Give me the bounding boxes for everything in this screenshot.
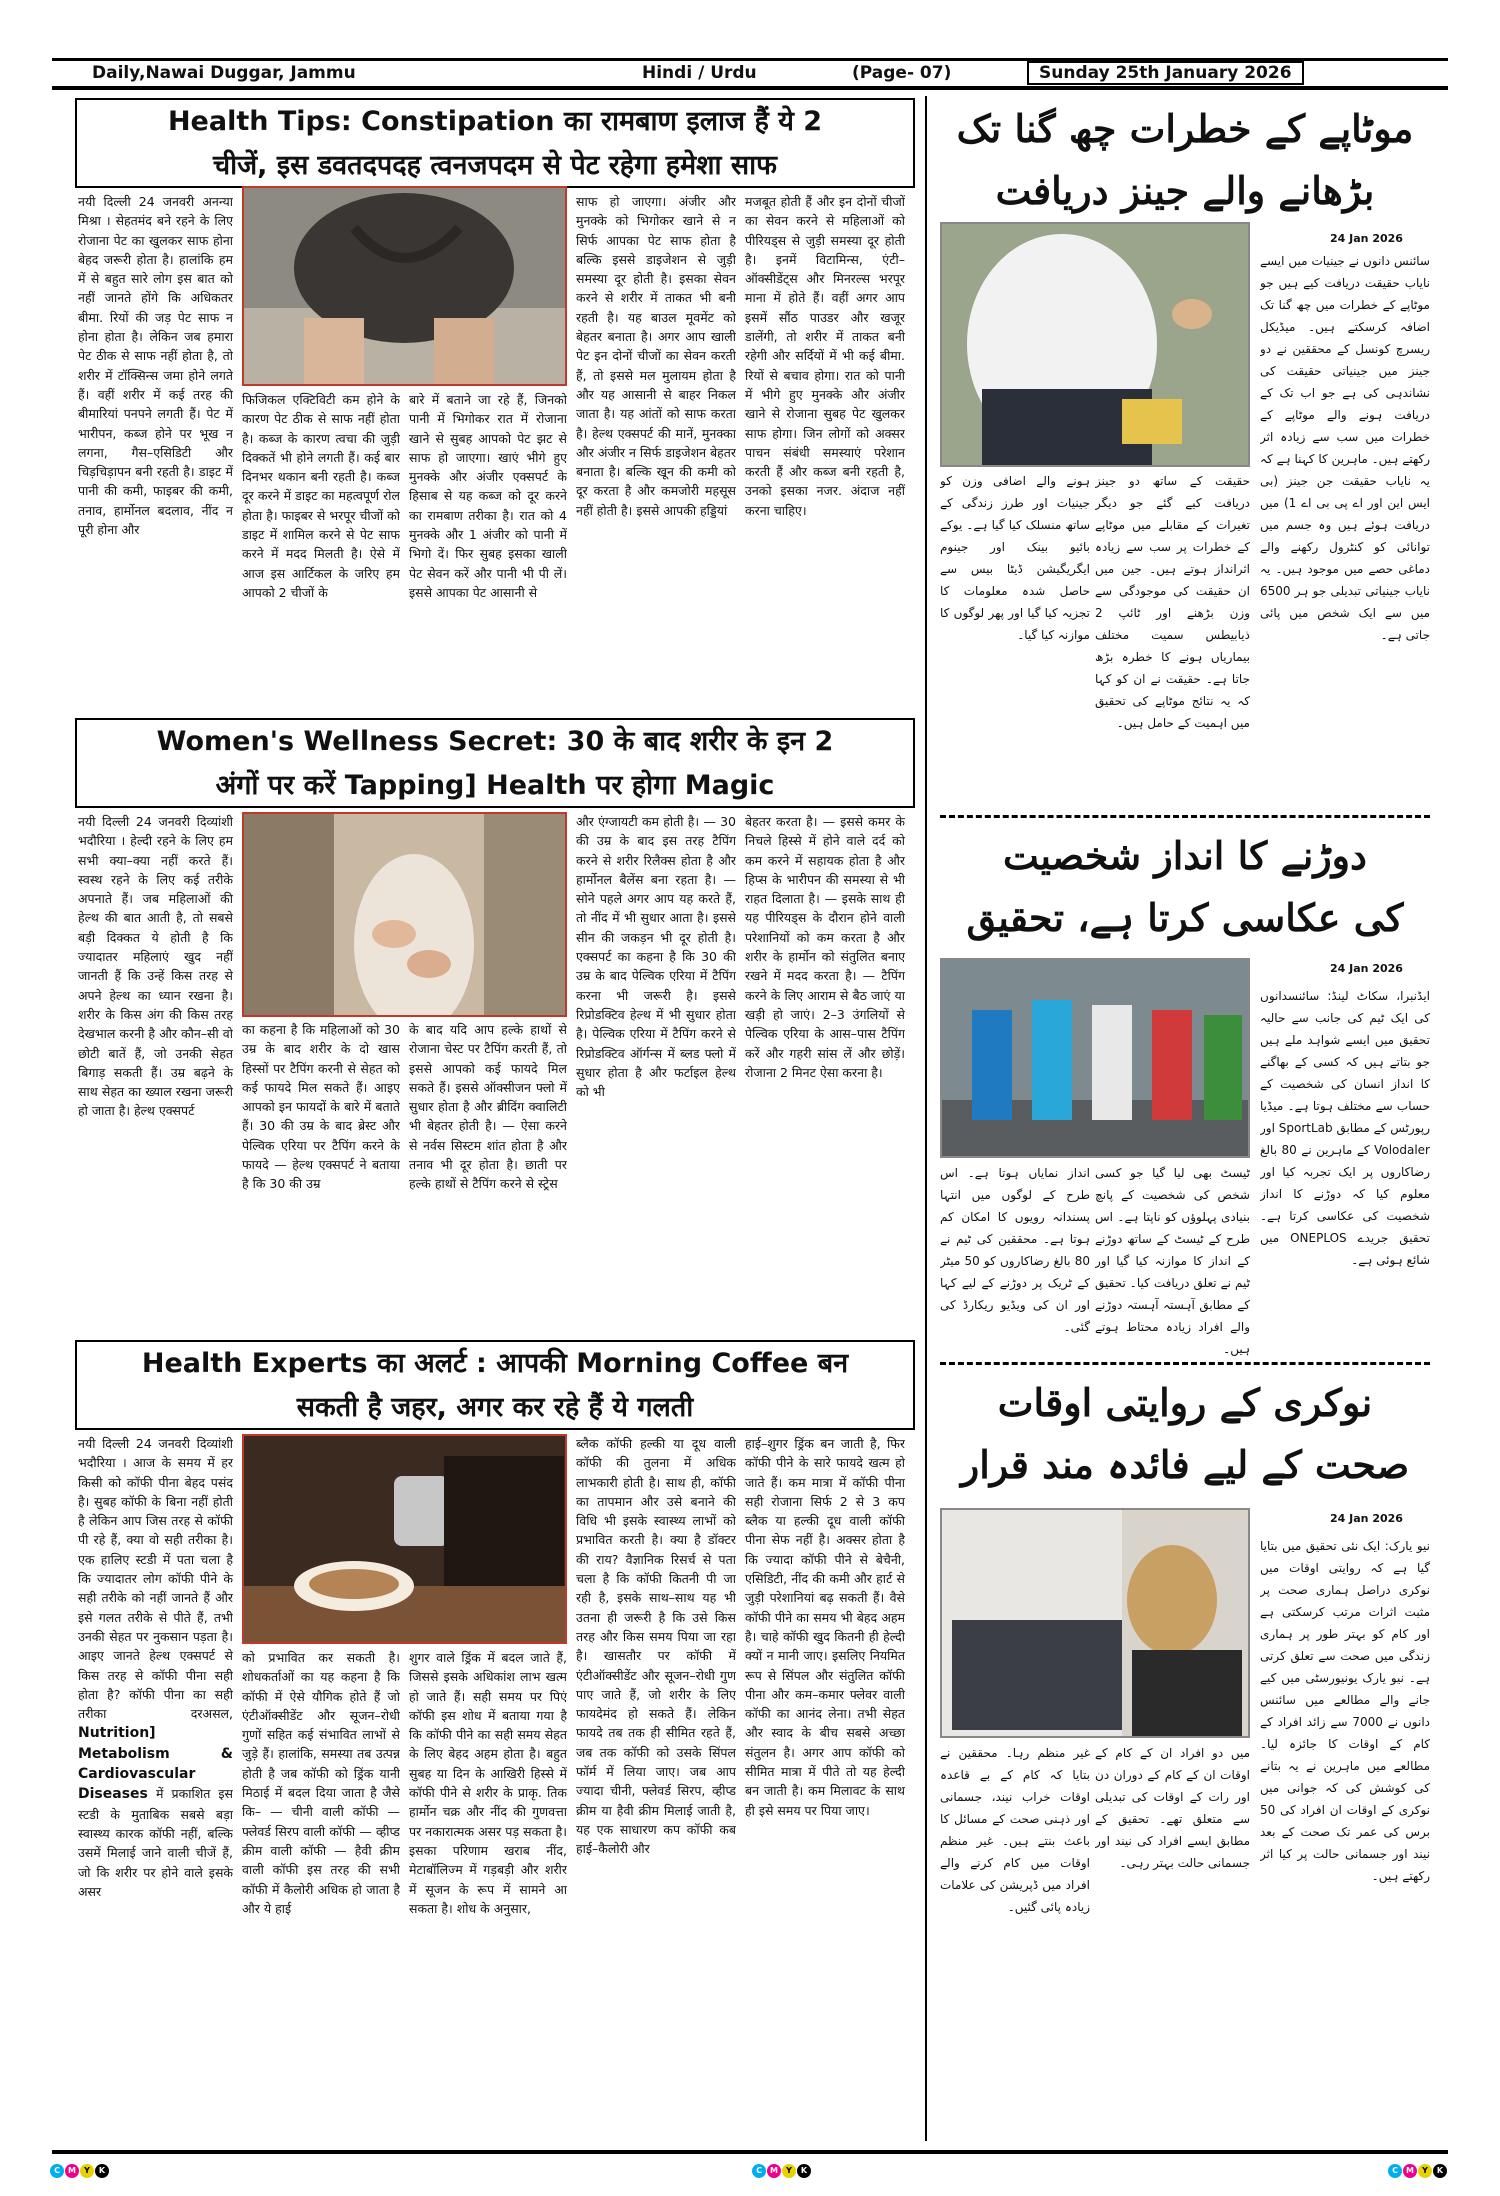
article-3-journal-name: Nutrition] Metabolism & Cardiovascular Diseases	[78, 1725, 233, 1803]
urdu-story-3-col2: میں دو افراد ان کے کام کے اوقات ان کے کام کے دوران دن اور رات کے اوقات کی تبدیلی سے متعلق تھے۔ تحقیق کے مطابق ایسے افراد کی نیند اور جسمانی حالت بہتر رہی۔	[1095, 1746, 1250, 1870]
article-3-headline	[75, 1340, 915, 1430]
urdu-story-3-headline-line2: صحت کے لیے فائدہ مند قرار	[960, 1442, 1410, 1487]
cmyk-marks-right	[1388, 2158, 1448, 2178]
article-2-col1: नयी दिल्ली 24 जनवरी दिव्यांशी भदौरिया । हेल्दी रहने के लिए हम सभी क्या–क्या नहीं करते हैं। स्वस्थ रहने के लिए कई तरीके अपनाते हैं। जब महिलाओं की हेल्थ की बात आती है, तो सबसे बड़ी दिक्कत ये होती है कि ज्यादातर महिलाएं खुद नहीं जानती हैं कि उन्हें किस तरह से अपने हेल्थ का ध्यान रखना है। शरीर के किस अंग की किस तरह देखभाल करनी है और कौन–सी वो छोटी बातें हैं, जो उनकी सेहत बिगाड़ सकती हैं। उम्र बढ़ने के साथ सेहत का ख्याल रखना जरूरी हो जाता है। हेल्थ एक्सपर्ट	[78, 814, 233, 1119]
urdu-story-1-col2: حقیقت کے ساتھ دو جینز دریافت کیے گئے جو دیگر تغیرات کے مقابلے میں موٹاپے کے خطرات پر سب سے زیادہ اثرانداز ہوتے ہیں۔ جین میں ان حقیقت کی موجودگی سے وزن بڑھنے اور ٹائپ 2 ذیابیطس سمیت مختلف بیماریاں ہونے کا خطرہ بڑھ جاتا ہے۔ حقیقت نے ان کو کہا کہ یہ نتائج موٹاپے کی تحقیق میں اہمیت کے حامل ہیں۔	[1095, 474, 1250, 730]
cmyk-y-icon: Y	[80, 2164, 94, 2178]
article-3-col3: शुगर वाले ड्रिंक में बदल जाते हैं, जिससे इसके अधिकांश लाभ खत्म हो जाते हैं। सही समय पर पिएं कॉफी इस शोध में बताया गया है कि कॉफी पीने का सही समय सेहत के लिए बेहद अहम होता है। बहुत सुबह या दिन के आखिरी हिस्से में कॉफी पीने से शरीर के प्राकृ. तिक हार्मोन चक्र और नींद की गुणवत्ता पर नकारात्मक असर पड़ सकता है। इसका परिणाम खराब नींद, मेटाबॉलिज्म में गड़बड़ी और शरीर में सूजन के रूप में सामने आ सकता है। शोध के अनुसार,	[409, 1650, 567, 1916]
article-3-photo	[242, 1434, 567, 1644]
article-2-col3: के बाद यदि आप हल्के हाथों से रोजाना चेस्ट पर टैपिंग करती हैं, तो इससे आपको कई फायदे मिल सकते हैं। इससे ऑक्सीजन फ्लो में सुधार होता है और ब्रीदिंग क्वालिटी भी बेहतर होती है। — ऐसा करने से नर्वस सिस्टम शांत होता है और तनाव भी दूर होता है। छाती पर हल्के हाथों से टैपिंग करने से स्ट्रेस	[409, 1022, 567, 1192]
urdu-divider-1	[940, 815, 1430, 818]
urdu-story-3-right-col: نیو یارک: ایک نئی تحقیق میں بتایا گیا ہے کہ روایتی اوقات میں نوکری دراصل ہماری صحت پر مثبت اثرات مرتب کرسکتی ہے اور کام کو بہتر طور پر ہماری زندگی میں صحت سے تعلق کرتی ہے۔ نیو یارک یونیورسٹی میں کیے جانے والے مطالعے میں سائنس دانوں نے 7000 سے زائد افراد کے کام کے اوقات کا جائزہ لیا۔ مطالعے میں ماہرین نے یہ بتانے کی کوشش کی کہ جوانی میں نوکری کے اوقات ان افراد کی 50 برس کی عمر تک صحت کے بعد نیند اور جسمانی حالت پر کیا اثر رکھتے ہیں۔	[1260, 1539, 1430, 1883]
cmyk-k-icon: K	[797, 2164, 811, 2178]
article-3-col2: को प्रभावित कर सकती है। शोधकर्ताओं का यह कहना है कि कॉफी में ऐसे यौगिक होते हैं जो एंटीऑक्सीडेंट और सूजन–रोधी गुणों सहित कई संभावित लाभों से जुड़े हैं। हालांकि, समस्या तब उत्पन्न होती है जब कॉफी को ड्रिंक यानी मिठाई में बदल दिया जाता है जैसे कि– — चीनी वाली कॉफी — फ्लेवर्ड सिरप वाली कॉफी — व्हीप्ड क्रीम वाली कॉफी — हैवी क्रीम वाली कॉफी इस तरह की सभी कॉफी में कैलोरी अधिक हो जाता है और ये हाई	[242, 1650, 400, 1916]
urdu-story-2-col1: انداز نمایاں ہوتا ہے۔ اس طرح کے لوگوں میں انتہا پسندانہ رویوں کا امکان کم ہوتا ہے۔ محققین کی ٹیم نے 80 بالغ رضاکاروں کو 50 میٹر کے ٹریک پر دوڑنے کے لیے کہا اور ان کی ویڈیو ریکارڈ کی گئی۔	[940, 1166, 1090, 1334]
cmyk-y-icon: Y	[782, 2164, 796, 2178]
cmyk-m-icon: M	[767, 2164, 781, 2178]
urdu-story-2-date: 24 Jan 2026	[1330, 962, 1403, 975]
runners-illustration	[942, 960, 1250, 1158]
urdu-story-2-right-col: ایڈنبرا، سکاٹ لینڈ: سائنسدانوں کی ایک ٹیم کی جانب سے حالیہ تحقیق میں ایسے شواہد ملے ہیں جو بتاتے ہیں کہ کسی کے بھاگنے کا انداز انسان کی شخصیت کے حساب سے مختلف ہوتا ہے۔ میڈیا رپورٹس کے مطابق SportLab اور Volodaler کے ماہرین نے 80 بالغ رضاکاروں پر ایک تجربہ کیا اور معلوم کیا کہ دوڑنے کا انداز شخصیت کی عکاسی کرتا ہے۔ تحقیق جریدے ONEPLOS میں شائع ہوئی ہے۔	[1260, 989, 1430, 1267]
urdu-story-1-headline-line2: بڑھانے والے جینز دریافت	[995, 168, 1375, 213]
article-3-headline-line1: Health Experts का अलर्ट : आपकी Morning Coffee बन	[141, 1348, 849, 1379]
urdu-story-1-col1: ہونے والے اضافی وزن کو جینیات اور طرز زندگی کے ساتھ منسلک کیا گیا ہے۔ یوکے بائیو بینک اور جینوم ایگریگیشن ڈیٹا بیس سے حاصل شدہ معلومات کا تجزیہ کیا گیا اور پھر لوگوں کا موازنہ کیا گیا۔	[940, 474, 1090, 642]
urdu-story-1-date: 24 Jan 2026	[1330, 232, 1403, 245]
article-1-photo	[242, 186, 567, 386]
obesity-illustration	[942, 224, 1250, 467]
article-2-col4: और एंग्जायटी कम होती है। — 30 की उम्र के बाद इस तरह टैपिंग करने से शरीर रिलैक्स होता है और हार्मोनल बैलेंस बना रहता है। — सोने पहले अगर आप यह करते हैं, तो नींद में भी सुधार आता है। इससे सीन की जकड़न भी दूर होती है। एक्सपर्ट का कहना है कि 30 की उम्र के बाद पेल्विक एरिया में टैपिंग करना भी जरूरी है। इससे रिप्रोडक्टिव हेल्थ में भी सुधार होता है। पेल्विक एरिया में टैपिंग करने से रिप्रोडक्टिव ऑर्गन्स में ब्लड फ्लो में सुधार होता है और फर्टाइल हेल्थ को भी	[576, 814, 736, 1100]
urdu-story-3-date: 24 Jan 2026	[1330, 1512, 1403, 1525]
issue-date: Sunday 25th January 2026	[1027, 61, 1304, 85]
article-3-headline-line2: सकती है जहर, अगर कर रहे हैं ये गलती	[296, 1392, 694, 1423]
publication-name: Daily,Nawai Duggar, Jammu	[92, 63, 356, 83]
article-2-headline	[75, 718, 915, 808]
cmyk-marks-center	[752, 2158, 812, 2178]
cmyk-k-icon: K	[1433, 2164, 1447, 2178]
page-number: (Page- 07)	[852, 63, 952, 83]
cmyk-marks-left	[50, 2158, 110, 2178]
cmyk-c-icon: C	[752, 2164, 766, 2178]
urdu-story-2-col2: ٹیسٹ بھی لیا گیا جو کسی شخص کی شخصیت کے پانچ بنیادی پہلوؤں کو ناپتا ہے۔ اس طرح کے ٹیسٹ کے ساتھ دوڑنے کے انداز کا موازنہ کیا گیا اور ٹیم نے تعلق دریافت کیا۔ تحقیق کے مطابق آہستہ آہستہ دوڑنے والے افراد زیادہ محتاط ہوتے ہیں۔	[1095, 1166, 1250, 1356]
urdu-story-2-headline	[940, 825, 1430, 950]
article-1-col2: फिजिकल एक्टिविटी कम होने के कारण पेट ठीक से साफ नहीं होता है। कब्ज के कारण त्वचा की जुड़ी दिक्कतें भी होने लगती हैं। कई बार दिनभर थकान बनी रहती है। कब्ज दूर करने में डाइट का महत्वपूर्ण रोल होता है। फाइबर से भरपूर चीजों को डाइट में शामिल करने से पेट साफ करने में मदद मिलती है। ऐसे में आज इस आर्टिकल के जरिए हम आपको 2 चीजों के	[242, 392, 400, 600]
article-2-col2: का कहना है कि महिलाओं को 30 उम्र के बाद शरीर के दो खास हिस्सों पर टैपिंग करनी से सेहत को कई फायदे मिल सकते हैं। आइए आपको इन फायदों के बारे में बताते हैं। 30 की उम्र के बाद ब्रेस्ट और पेल्विक एरिया पर टैपिंग करने के फायदे — हेल्थ एक्सपर्ट ने बताया है कि 30 की उम्र	[242, 1022, 400, 1192]
article-1-headline-line1: Health Tips: Constipation का रामबाण इलाज हैं ये 2	[167, 106, 823, 137]
cmyk-k-icon: K	[95, 2164, 109, 2178]
article-3-col1	[78, 1434, 233, 2134]
cmyk-c-icon: C	[50, 2164, 64, 2178]
urdu-divider-2	[940, 1362, 1430, 1365]
cmyk-m-icon: M	[65, 2164, 79, 2178]
article-1-headline	[75, 98, 915, 188]
cmyk-m-icon: M	[1403, 2164, 1417, 2178]
urdu-story-3-col1: غیر منظم رہا۔ محققین نے بتایا کہ کام کے بے قاعدہ اوقات خراب نیند، جسمانی اور ذہنی صحت کے مسائل کا باعث بنتے ہیں۔ غیر منظم اوقات میں کام کرنے والے افراد میں ڈپریشن کی علامات زیادہ پائی گئیں۔	[940, 1746, 1090, 1914]
urdu-story-2-photo	[940, 958, 1250, 1158]
urdu-story-2-headline-line2: کی عکاسی کرتا ہے، تحقیق	[966, 895, 1404, 940]
article-1-col4: साफ हो जाएगा। अंजीर और मुनक्के को भिगोकर खाने से न सिर्फ आपका पेट साफ होता है बल्कि इससे डाइजेशन से जुड़ी समस्या दूर होती है। इसका सेवन करने से शरीर में ताकत भी बनी रहती है। यह बाउल मूवमेंट को बेहतर बनाता है। अगर आप खाली पेट इन दोनों चीजों का सेवन करती हैं, तो इससे मल मुलायम होता है और यह आसानी से बाहर निकल जाता है। यह आंतों को साफ करता है। हेल्थ एक्सपर्ट की मानें, मुनक्का और अंजीर न सिर्फ डाइजेशन बेहतर बनाता है। बल्कि खून की कमी को दूर करता है और कमजोरी महसूस नहीं होती है। इससे आपकी हड्डियां	[576, 194, 736, 518]
urdu-story-3-headline-line1: نوکری کے روایتی اوقات	[997, 1380, 1373, 1425]
urdu-story-1-photo	[940, 222, 1250, 467]
column-divider	[925, 96, 927, 2141]
cmyk-y-icon: Y	[1418, 2164, 1432, 2178]
woman-tapping-illustration	[244, 814, 567, 1017]
coffee-pour-illustration	[244, 1436, 567, 1644]
urdu-story-1-headline	[940, 98, 1430, 223]
article-2-headline-line1: Women's Wellness Secret: 30 के बाद शरीर के इन 2	[156, 726, 834, 757]
urdu-story-1-right-col: سائنس دانوں نے جینیات میں ایسے نایاب حقیقت دریافت کیے ہیں جو موٹاپے کے خطرات میں چھ گنا تک اضافہ کرسکتے ہیں۔ میڈیکل ریسرچ کونسل کے محققین نے دو جینز میں جینیاتی حقیقت کی نشاندہی کی ہے جو اب تک کے دریافت ہونے والے موٹاپے کے خطرات میں سب سے زیادہ اثر رکھتے ہیں۔ ماہرین کا کہنا ہے کہ یہ نایاب حقیقت جن جینز (بی ایس این اور اے پی بی اے 1) میں دریافت ہوئے ہیں وہ جسم میں توانائی کو کنٹرول رکھنے والے دماغی حصے میں موجود ہیں۔ یہ نایاب جینیاتی تبدیلی جو ہر 6500 میں سے ایک شخص میں پائی جاتی ہے۔	[1260, 254, 1430, 642]
article-3-col4: ब्लैक कॉफी हल्की या दूध वाली कॉफी की तुलना में अधिक लाभकारी होती है। साथ ही, कॉफी का तापमान और उसे बनाने की विधि भी इसके स्वास्थ्य लाभों को प्रभावित करती है। क्या है डॉक्टर की राय? वैज्ञानिक रिसर्च से पता चला है कि कॉफी कितनी पी जा रही है, इसके साथ–साथ यह भी उतना ही जरूरी है कि उसे किस तरह और किस समय पिया जा रहा है। खासतौर पर कॉफी में एंटीऑक्सीडेंट और सूजन–रोधी गुण पाए जाते हैं, जो शरीर के लिए फायदेमंद हो सकते हैं। लेकिन फायदे तब तक ही सीमित रहते हैं, जब तक कॉफी को उसके सिंपल फॉर्म में लिया जाए। जब आप ज्यादा चीनी, फ्लेवर्ड सिरप, व्हीप्ड क्रीम या हैवी क्रीम मिलाई जाती है, यह एक साधारण कप कॉफी कब हाई–कैलोरी और	[576, 1436, 736, 1857]
urdu-story-3-headline	[940, 1372, 1430, 1497]
article-1-col5: मजबूत होती हैं और इन दोनों चीजों का सेवन करने से महिलाओं को पीरियड्स से जुड़ी समस्या दूर होती है। इनमें विटामिन्स, एंटी–ऑक्सीडेंट्स और मिनरल्स भरपूर माना में होते हैं। वहीं अगर आप इसमें सौंठ पाउडर और खजूर डालेंगी, तो शरीर में ताकत बनी रहेगी और सर्दियों में भी कई बीमा. रियों से बचाव होगा। रात को पानी में भीगे हुए मुनक्के और अंजीर खाने से रोजाना सुबह पेट खुलकर साफ होगा। जिन लोगों को अक्सर पाचन संबंधी समस्याएं परेशान करती हैं और कब्ज बनी रहती है, उनको इसका नजर. अंदाज नहीं करना चाहिए।	[745, 194, 905, 518]
woman-at-laptop-illustration	[942, 1510, 1250, 1738]
urdu-story-1-headline-line1: موٹاپے کے خطرات چھ گنا تک	[956, 106, 1414, 151]
urdu-story-2-headline-line1: دوڑنے کا انداز شخصیت	[1003, 833, 1367, 878]
cmyk-c-icon: C	[1388, 2164, 1402, 2178]
urdu-story-3-photo	[940, 1508, 1250, 1738]
article-2-headline-line2: अंगों पर करें Tapping] Health पर होगा Magic	[215, 770, 775, 801]
article-1-col3: बारे में बताने जा रहे हैं, जिनको पानी में भिगोकर रात में रोजाना खाने से सुबह आपको पेट झट से साफ हो जाएगा। खाएं भीगे हुए मुनक्के और अंजीर एक्सपर्ट के हिसाब से यह कब्ज को दूर करने का रामबाण तरीका है। रात को 4 मुनक्के और 1 अंजीर को पानी में भिगो दें। फिर सुबह इसका खाली पेट सेवन करें और पानी भी पी लें। इससे आपका पेट आसानी से	[409, 392, 567, 600]
constipation-illustration	[244, 188, 567, 386]
article-3-col1-text-a: नयी दिल्ली 24 जनवरी दिव्यांशी भदौरिया । आज के समय में हर किसी को कॉफी पीना बेहद पसंद है। सुबह कॉफी के बिना नहीं होती है लेकिन आप जिस तरह से कॉफी पी रहे हैं, क्या वो सही तरीका है। एक हालिए स्टडी में पता चला है कि ज्यादातर लोग कॉफी पीने के सही तरीके को नहीं जानते हैं और इसे गलत तरीके से पीते हैं, तभी उनकी सेहत पर नुकसान पड़ता है। आइए जानते हेल्थ एक्सपर्ट से किस तरह से कॉफी पीना सही होता है? कॉफी पीना का सही तरीका दरअसल,	[78, 1436, 233, 1722]
language-label: Hindi / Urdu	[642, 63, 757, 83]
masthead-bar	[52, 58, 1448, 90]
article-2-col5: बेहतर करता है। — इससे कमर के निचले हिस्से में होने वाले दर्द को कम करने में सहायक होता है और हिप्स के भारीपन की समस्या से भी राहत दिलाता है। — इसके साथ ही यह पीरियड्स के दौरान होने वाली परेशानियों को कम करता है और शरीर के हार्मोन को संतुलित बनाए रखने में मदद करता है। — टैपिंग करने के लिए आराम से बैठ जाएं या खड़ी हो जाएं। 2–3 उंगलियों से पेल्विक एरिया के आस–पास टैपिंग करें और गहरी सांस लें और छोड़ें। रोजाना 2 मिनट ऐसा करना है।	[745, 814, 905, 1080]
article-3-col1-text-c: में प्रकाशित इस स्टडी के मुताबिक सबसे बड़ा स्वास्थ्य कारक कॉफी नहीं, बल्कि उसमें मिलाई जाने वाली चीजें हैं, जो कि शरीर पर होने वाले इसके असर	[78, 1786, 233, 1899]
article-2-photo	[242, 812, 567, 1017]
footer-rule	[52, 2150, 1448, 2160]
article-1-headline-line2: चीजें, इस डवतदपदह त्वनजपदम से पेट रहेगा हमेशा साफ	[212, 150, 777, 181]
article-3-col5: हाई–शुगर ड्रिंक बन जाती है, फिर कॉफी पीने के सारे फायदे खत्म हो जाते हैं। कम मात्रा में कॉफी पीना सही रोजाना सिर्फ 2 से 3 कप ब्लैक या हल्की दूध वाली कॉफी पीना सेफ नहीं है। अक्सर होता है कि ज्यादा कॉफी पीने से बेचैनी, एसिडिटी, नींद की कमी और हार्ट से जुड़ी परेशानियां बढ़ सकती हैं। वैसे कॉफी पीने का समय भी बेहद अहम है। चाहे कॉफी खुद कितनी ही हेल्दी क्यों न मानी जाए। इसलिए नियमित रूप से सिंपल और संतुलित कॉफी पीना और कम–कमार फ्लेवर वाली कॉफी का आनंद लेना। तभी सेहत और स्वाद के बीच सबसे अच्छा संतुलन है। अगर आप कॉफी को सीमित मात्रा में पीते तो यह हेल्दी बन जाती है। कम मिलावट के साथ ही इसे समय पर पिया जाए।	[745, 1436, 905, 1818]
article-1-col1: नयी दिल्ली 24 जनवरी अनन्या मिश्रा । सेहतमंद बने रहने के लिए रोजाना पेट का खुलकर साफ होना बेहद जरूरी होता है। हालांकि हम में से बहुत सारे लोग इस बात को नहीं जानते होंगे कि अधिकतर बीमा. रियों की जड़ पेट साफ न होना होता है। लेकिन जब हमारा पेट ठीक से साफ नहीं होता है, तो शरीर में टॉक्सिन्स जमा होने लगते हैं। वहीं शरीर में कई तरह की बीमारियां पनपने लगती हैं। पेट में भारीपन, कब्ज होने पर भूख न लगना, गैस–एसिडिटी और चिड़चिड़ापन बनी रहती है। डाइट में पानी की कमी, फाइबर की कमी, तनाव, हार्मोनल बदलाव, नींद न पूरी होना और	[78, 194, 233, 538]
